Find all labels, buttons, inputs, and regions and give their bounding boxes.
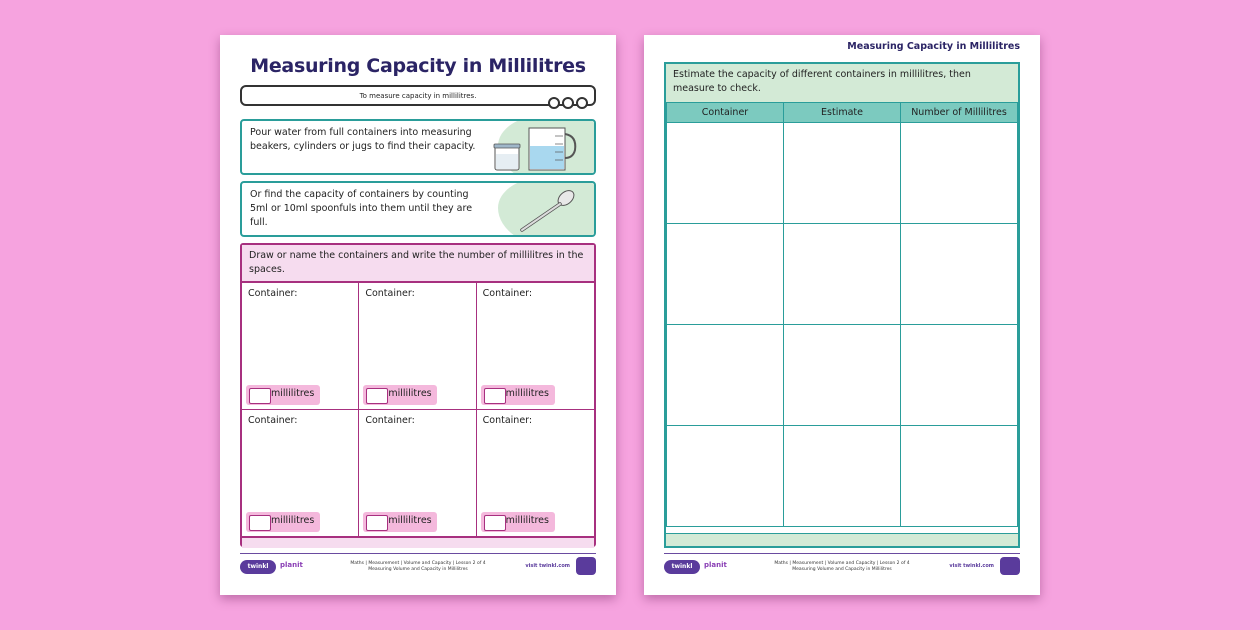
table-cell[interactable] — [901, 426, 1018, 527]
planit-brand: planit — [280, 561, 303, 569]
quality-badge-icon — [1000, 557, 1020, 575]
millilitres-input[interactable] — [484, 515, 506, 531]
table-instruction: Estimate the capacity of different containers in millilitres, then measure to check. — [666, 64, 1018, 102]
container-cell[interactable] — [242, 283, 359, 410]
millilitres-label: millilitres — [388, 515, 432, 526]
table-cell[interactable] — [667, 123, 784, 224]
page-header: Measuring Capacity in Millilitres — [847, 41, 1020, 52]
millilitres-answer — [481, 512, 555, 532]
assessment-circle[interactable] — [548, 97, 560, 109]
millilitres-input[interactable] — [249, 515, 271, 531]
page-footer — [664, 553, 1020, 576]
tip-text: Or find the capacity of containers by counting 5ml or 10ml spoonfuls into them until they are full. — [250, 189, 473, 228]
table-row — [667, 224, 1018, 325]
table-header-row — [667, 103, 1018, 123]
assessment-circle[interactable] — [562, 97, 574, 109]
page-footer — [240, 553, 596, 576]
container-label: Container: — [482, 415, 533, 426]
millilitres-input[interactable] — [366, 515, 388, 531]
container-label: Container: — [248, 288, 298, 299]
visit-link[interactable]: visit twinkl.com — [525, 563, 570, 569]
container-cell[interactable] — [477, 410, 594, 537]
page-title: Measuring Capacity in Millilitres — [250, 55, 586, 77]
column-header-millilitres: Number of Millilitres — [901, 103, 1018, 123]
assessment-circle[interactable] — [576, 97, 588, 109]
millilitres-label: millilitres — [505, 515, 549, 526]
millilitres-label: millilitres — [271, 388, 315, 399]
task-instruction: Draw or name the containers and write the number of millilitres in the spaces. — [242, 245, 594, 283]
millilitres-answer — [246, 385, 320, 405]
millilitres-answer — [363, 385, 437, 405]
table-cell[interactable] — [784, 426, 901, 527]
twinkl-logo: twinkl — [664, 560, 700, 574]
planit-brand: planit — [704, 561, 727, 569]
millilitres-input[interactable] — [249, 388, 271, 404]
table-cell[interactable] — [784, 325, 901, 426]
millilitres-input[interactable] — [484, 388, 506, 404]
tip-box-spoon — [240, 181, 596, 237]
millilitres-answer — [363, 512, 437, 532]
quality-badge-icon — [576, 557, 596, 575]
footer-meta-line1: Maths | Measurement | Volume and Capacity | Lesson 2 of 4 — [350, 561, 486, 566]
spoon-icon — [510, 186, 580, 236]
table-cell[interactable] — [667, 426, 784, 527]
container-cell[interactable] — [359, 283, 476, 410]
table-cell[interactable] — [901, 123, 1018, 224]
table-cell[interactable] — [667, 325, 784, 426]
worksheet-page-1 — [220, 35, 616, 595]
container-cell[interactable] — [477, 283, 594, 410]
twinkl-logo: twinkl — [240, 560, 276, 574]
table-cell[interactable] — [901, 224, 1018, 325]
container-label: Container: — [248, 415, 298, 426]
container-label: Container: — [365, 288, 415, 299]
worksheet-page-2 — [644, 35, 1040, 595]
millilitres-label: millilitres — [388, 388, 432, 399]
table-row — [667, 123, 1018, 224]
millilitres-answer — [481, 385, 555, 405]
footer-meta-line2: Measuring Volume and Capacity in Millilitres — [792, 567, 892, 572]
tip-text: Pour water from full containers into measuring beakers, cylinders or jugs to find their capacity. — [250, 127, 476, 152]
table-cell[interactable] — [784, 224, 901, 325]
millilitres-label: millilitres — [271, 515, 315, 526]
footer-meta-line1: Maths | Measurement | Volume and Capacity | Lesson 2 of 4 — [774, 561, 910, 566]
millilitres-answer — [246, 512, 320, 532]
tip-box-jug — [240, 119, 596, 175]
table-cell[interactable] — [901, 325, 1018, 426]
container-cell[interactable] — [359, 410, 476, 537]
table-cell[interactable] — [784, 123, 901, 224]
millilitres-label: millilitres — [505, 388, 549, 399]
measuring-jug-icon — [493, 124, 588, 174]
container-label: Container: — [482, 288, 533, 299]
footer-meta-line2: Measuring Volume and Capacity in Millilitres — [368, 567, 468, 572]
column-header-container: Container — [667, 103, 784, 123]
container-drawing-area — [240, 243, 596, 547]
column-header-estimate: Estimate — [784, 103, 901, 123]
container-cell[interactable] — [242, 410, 359, 537]
container-grid — [242, 283, 594, 537]
visit-link[interactable]: visit twinkl.com — [949, 563, 994, 569]
table-row — [667, 325, 1018, 426]
estimate-table-box — [664, 62, 1020, 548]
drawing-area-footer-band — [242, 537, 594, 548]
table-cell[interactable] — [667, 224, 784, 325]
container-label: Container: — [365, 415, 415, 426]
self-assessment-circles — [548, 97, 588, 109]
millilitres-input[interactable] — [366, 388, 388, 404]
estimate-table — [666, 102, 1018, 527]
learning-objective — [240, 85, 596, 106]
objective-text: To measure capacity in millilitres. — [359, 92, 477, 100]
table-row — [667, 426, 1018, 527]
table-footer-band — [666, 533, 1018, 546]
